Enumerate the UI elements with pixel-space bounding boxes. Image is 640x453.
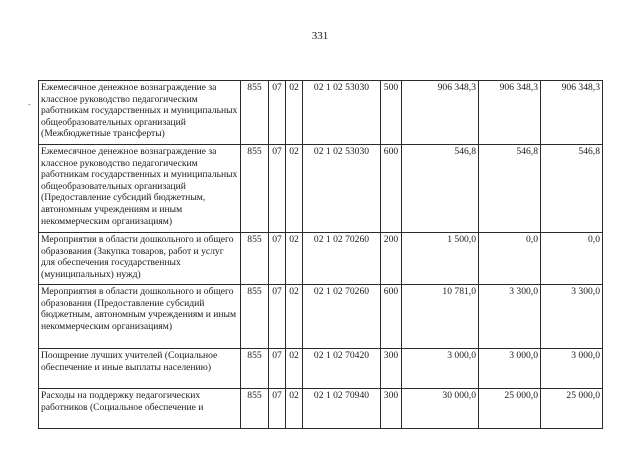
row-description: Ежемесячное денежное вознаграждение за классное руководство педагогическим работникам государственных и муниципальных общеобразовательных организаций (Межбюджетные трансферты): [39, 81, 241, 145]
row-description: Мероприятия в области дошкольного и общего образования (Закупка товаров, работ и услуг для обеспечения государственных (муниципальных) нужд): [39, 233, 241, 285]
row-ved-code: 855: [241, 349, 269, 389]
row-ved-code: 855: [241, 145, 269, 233]
row-target-code: 02 1 02 53030: [303, 145, 381, 233]
row-amount-2: 25 000,0: [479, 389, 541, 429]
row-ved-code: 855: [241, 233, 269, 285]
table-row: [39, 285, 603, 349]
row-amount-3: 0,0: [541, 233, 603, 285]
row-subsection-code: 02: [286, 285, 303, 349]
row-section-code: 07: [269, 233, 286, 285]
row-section-code: 07: [269, 285, 286, 349]
row-amount-3: 25 000,0: [541, 389, 603, 429]
row-target-code: 02 1 02 70260: [303, 233, 381, 285]
row-description: Ежемесячное денежное вознаграждение за классное руководство педагогическим работникам государственных и муниципальных общеобразовательных организаций (Предоставление субсидий бюджетным, автономным учреждениям и иным некоммерческим организациям): [39, 145, 241, 233]
row-amount-1: 10 781,0: [402, 285, 479, 349]
row-amount-3: 3 300,0: [541, 285, 603, 349]
page-number: 331: [311, 30, 329, 42]
table-row: [39, 389, 603, 429]
table-row: [39, 233, 603, 285]
row-amount-2: 906 348,3: [479, 81, 541, 145]
row-description: Поощрение лучших учителей (Социальное обеспечение и иные выплаты населению): [39, 349, 241, 389]
row-subsection-code: 02: [286, 389, 303, 429]
row-amount-1: 546,8: [402, 145, 479, 233]
row-expense-type: 500: [381, 81, 402, 145]
row-description: Мероприятия в области дошкольного и общего образования (Предоставление субсидий бюджетным, автономным учреждениям и иным некоммерческим организациям): [39, 285, 241, 349]
row-expense-type: 600: [381, 145, 402, 233]
row-amount-2: 546,8: [479, 145, 541, 233]
row-subsection-code: 02: [286, 145, 303, 233]
table-row: [39, 145, 603, 233]
row-amount-2: 3 000,0: [479, 349, 541, 389]
row-ved-code: 855: [241, 285, 269, 349]
budget-table: [38, 80, 603, 429]
row-expense-type: 200: [381, 233, 402, 285]
row-section-code: 07: [269, 145, 286, 233]
row-amount-1: 3 000,0: [402, 349, 479, 389]
row-subsection-code: 02: [286, 233, 303, 285]
row-target-code: 02 1 02 70940: [303, 389, 381, 429]
row-amount-1: 30 000,0: [402, 389, 479, 429]
row-section-code: 07: [269, 349, 286, 389]
row-ved-code: 855: [241, 81, 269, 145]
row-expense-type: 600: [381, 285, 402, 349]
row-expense-type: 300: [381, 389, 402, 429]
row-amount-1: 1 500,0: [402, 233, 479, 285]
row-target-code: 02 1 02 53030: [303, 81, 381, 145]
row-amount-2: 0,0: [479, 233, 541, 285]
table-row: [39, 81, 603, 145]
table-row: [39, 349, 603, 389]
row-subsection-code: 02: [286, 81, 303, 145]
row-ved-code: 855: [241, 389, 269, 429]
row-target-code: 02 1 02 70260: [303, 285, 381, 349]
row-amount-2: 3 300,0: [479, 285, 541, 349]
row-amount-3: 906 348,3: [541, 81, 603, 145]
row-target-code: 02 1 02 70420: [303, 349, 381, 389]
row-amount-3: 3 000,0: [541, 349, 603, 389]
row-description: Расходы на поддержку педагогических работников (Социальное обеспечение и: [39, 389, 241, 429]
margin-mark: -: [28, 100, 31, 109]
row-subsection-code: 02: [286, 349, 303, 389]
row-expense-type: 300: [381, 349, 402, 389]
row-section-code: 07: [269, 389, 286, 429]
row-amount-1: 906 348,3: [402, 81, 479, 145]
row-section-code: 07: [269, 81, 286, 145]
row-amount-3: 546,8: [541, 145, 603, 233]
